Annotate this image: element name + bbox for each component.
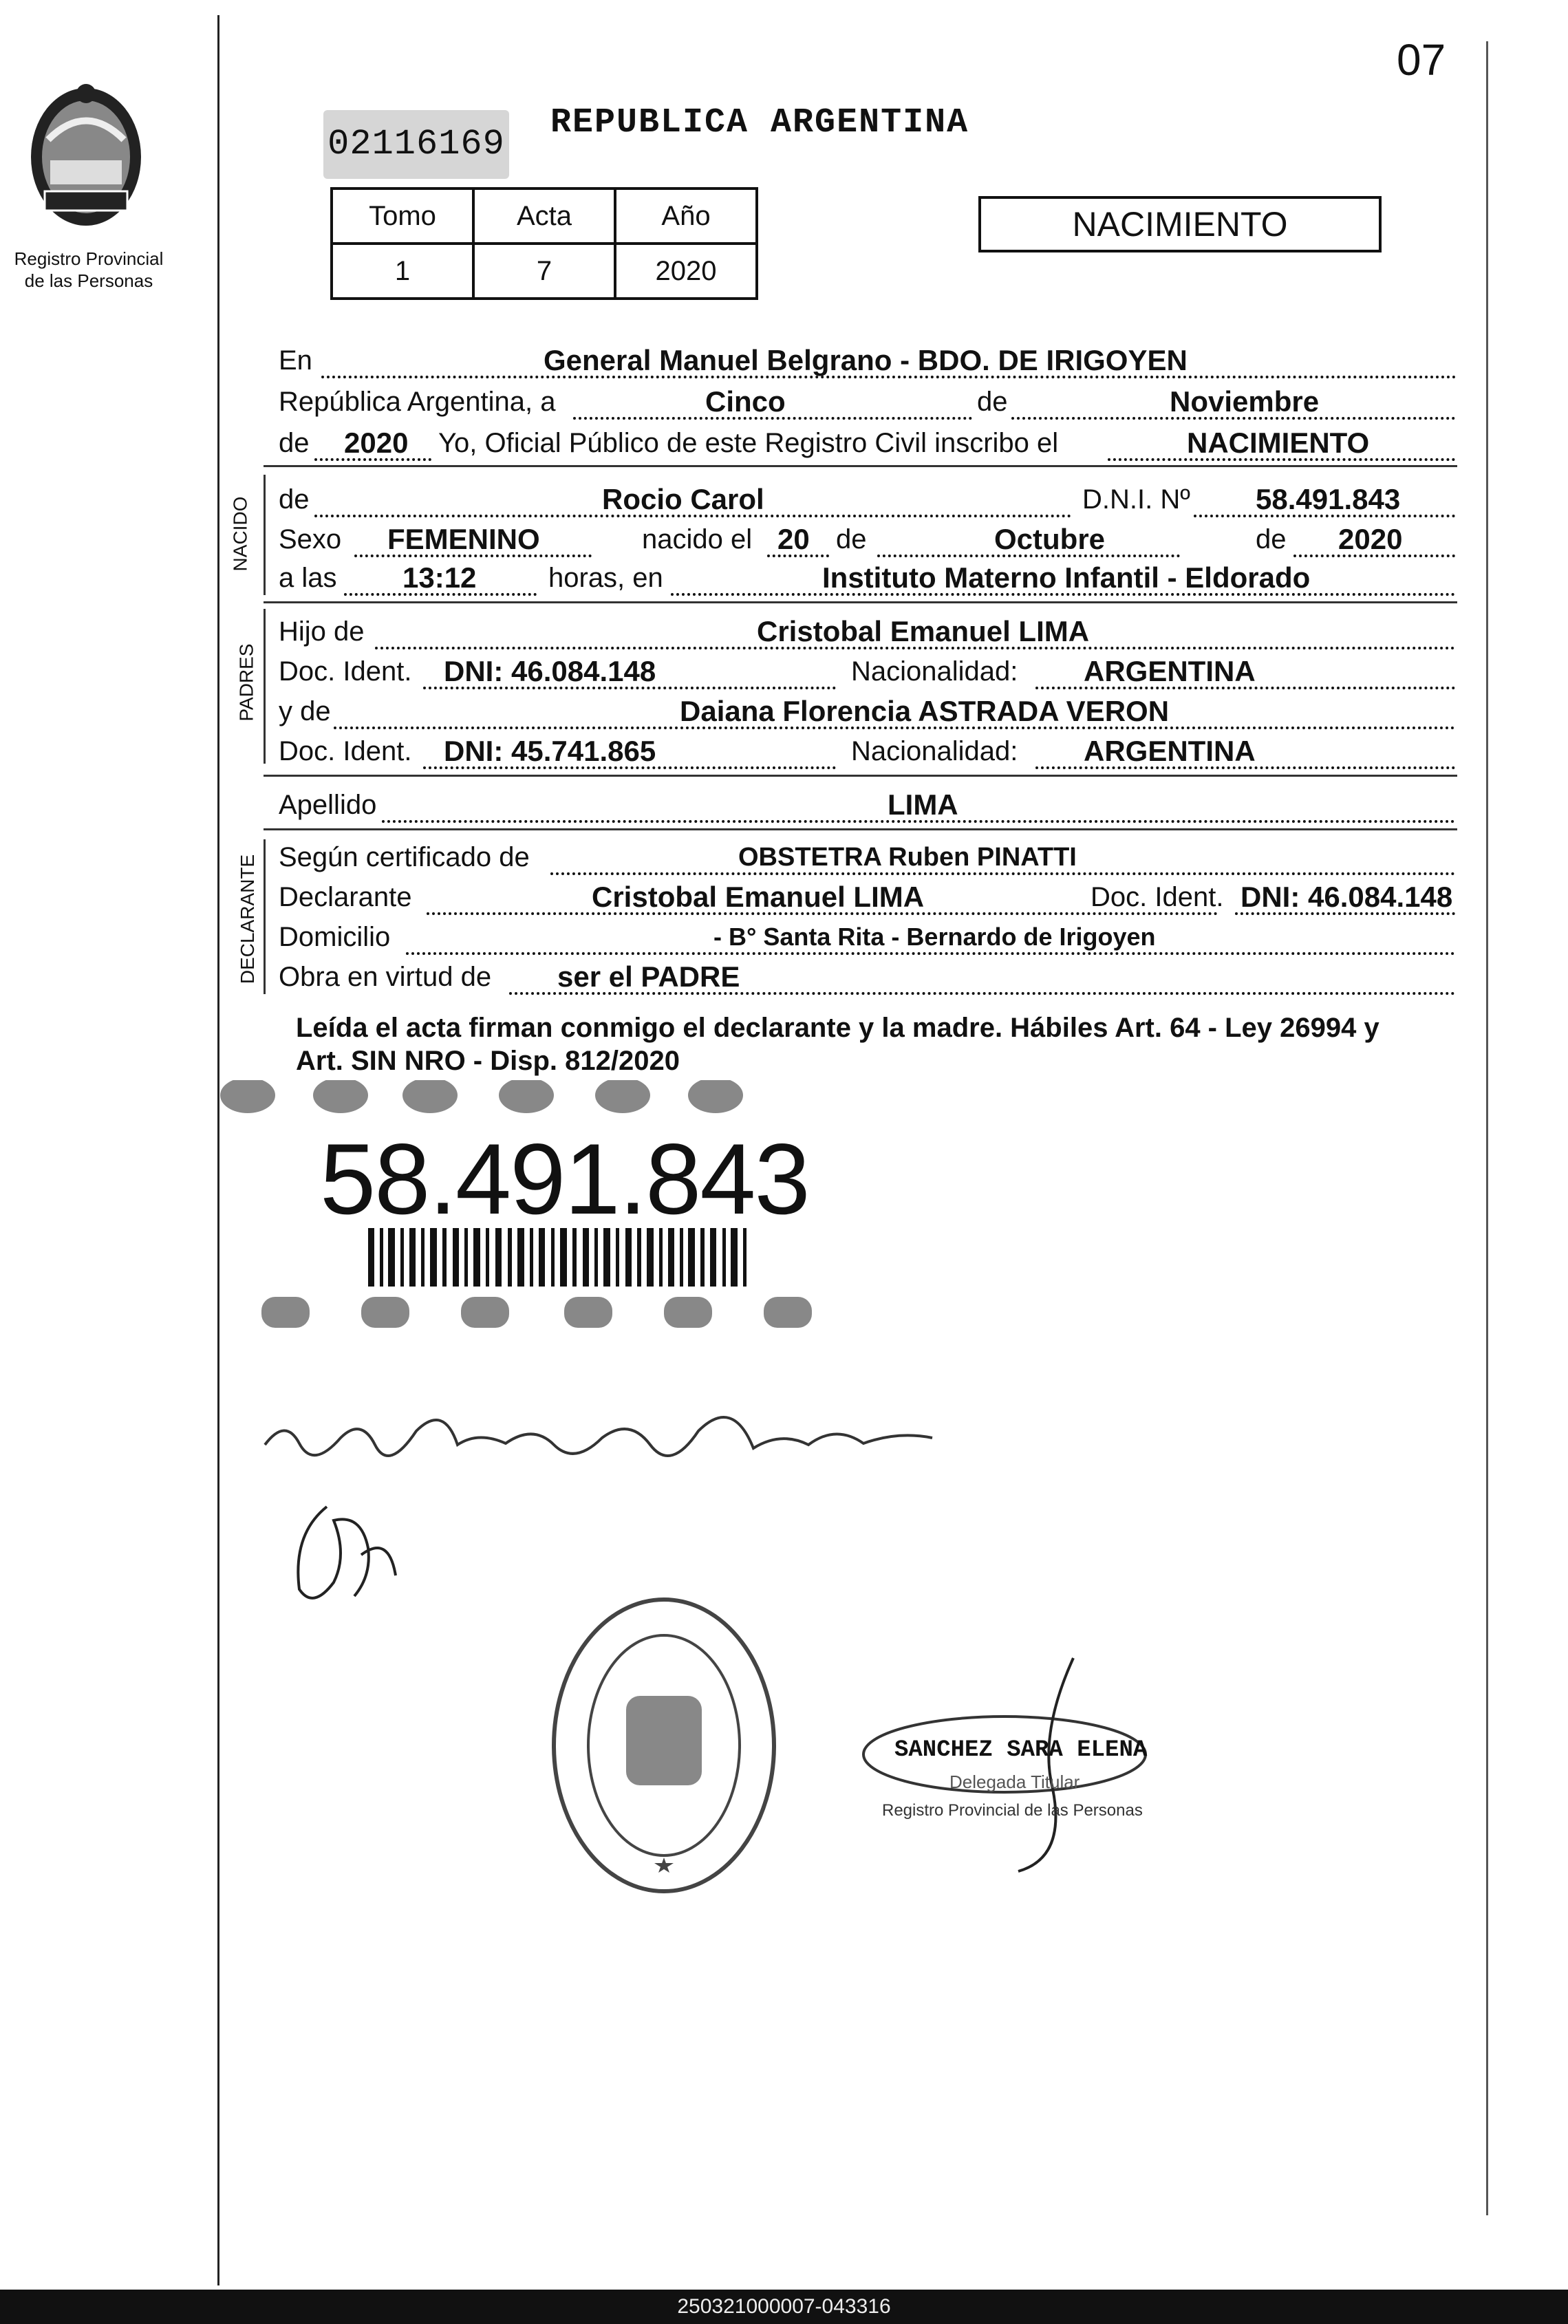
padre-nombre: Cristobal Emanuel LIMA (757, 615, 1090, 647)
padres-section-label: PADRES (235, 643, 257, 722)
alas-label: a las (279, 563, 337, 593)
line-hora (279, 559, 1455, 597)
apellido-label: Apellido (279, 790, 377, 820)
en-label: En (279, 345, 312, 376)
line-certificado (279, 838, 1455, 876)
line-madre-doc (279, 732, 1455, 771)
acta-label: Acta (473, 189, 615, 244)
line-acto (279, 424, 1455, 462)
seal-role: Delegada Titular (949, 1772, 1080, 1792)
document-title: REPUBLICA ARGENTINA (550, 103, 969, 142)
right-margin-line (1486, 41, 1488, 2215)
declarante-nombre: Cristobal Emanuel LIMA (592, 881, 925, 913)
dni-value: 58.491.843 (1256, 483, 1401, 515)
line-lugar (279, 341, 1455, 380)
official-seal (860, 1651, 1218, 1878)
declarante-label: Declarante (279, 882, 412, 912)
horas-label: horas, en (548, 563, 663, 593)
sexo-label: Sexo (279, 524, 342, 555)
line-sexo (279, 520, 1455, 559)
obra-value: ser el PADRE (557, 960, 740, 993)
record-type-box: NACIMIENTO (978, 196, 1382, 252)
dia-value: Cinco (705, 385, 786, 418)
tomo-acta-anio-table (330, 187, 758, 300)
madre-nombre: Daiana Florencia ASTRADA VERON (680, 695, 1170, 727)
oficial-text: Yo, Oficial Público de este Registro Civil inscribo el (438, 428, 1059, 458)
hijo-de-label: Hijo de (279, 616, 365, 647)
padre-nac-value: ARGENTINA (1084, 655, 1256, 687)
line-fecha (279, 383, 1455, 421)
delegation-stamp (547, 1593, 781, 1899)
doc-ident-label: Doc. Ident. (279, 656, 412, 687)
domicilio-label: Domicilio (279, 922, 391, 952)
declarante-bracket (264, 839, 266, 994)
nacido-de-label: de (279, 484, 310, 515)
nacido-section-label: NACIDO (229, 496, 251, 572)
separator (264, 828, 1457, 830)
nacionalidad-label: Nacionalidad: (851, 656, 1018, 687)
seal-name: SANCHEZ SARA ELENA (894, 1737, 1148, 1763)
republica-label: República Argentina, a (279, 387, 556, 417)
doc-ident-label-3: Doc. Ident. (1091, 882, 1224, 912)
madre-doc-value: DNI: 45.741.865 (444, 735, 656, 767)
tomo-value: 1 (332, 244, 473, 299)
line-madre (279, 692, 1455, 731)
declarante-section-label: DECLARANTE (237, 854, 259, 985)
lugar-value: General Manuel Belgrano - BDO. DE IRIGOYEN (544, 344, 1188, 376)
de-label-2: de (836, 524, 867, 555)
handwritten-signature (258, 1390, 987, 1465)
padre-doc-value: DNI: 46.084.148 (444, 655, 656, 687)
doc-ident-label-2: Doc. Ident. (279, 736, 412, 766)
nacido-el-label: nacido el (642, 524, 753, 555)
registry-line-2: de las Personas (24, 270, 153, 291)
de-label: de (977, 387, 1008, 417)
nombre-value: Rocio Carol (602, 483, 764, 515)
lugar-nac-value: Instituto Materno Infantil - Eldorado (822, 561, 1311, 594)
line-padre (279, 612, 1455, 651)
dni-label: D.N.I. Nº (1082, 484, 1190, 515)
registry-caption (0, 248, 178, 292)
separator (264, 775, 1457, 777)
line-obra (279, 958, 1455, 996)
nacido-bracket (264, 475, 266, 595)
line-padre-doc (279, 652, 1455, 691)
anio-value: 2020 (615, 244, 757, 299)
line-nombre (279, 480, 1455, 519)
line-domicilio (279, 918, 1455, 956)
y-de-label: y de (279, 696, 331, 727)
madre-nac-value: ARGENTINA (1084, 735, 1256, 767)
certificado-value: OBSTETRA Ruben PINATTI (738, 843, 1077, 872)
dia-nac-value: 20 (777, 523, 810, 555)
apellido-value: LIMA (888, 788, 958, 821)
left-margin-line (217, 15, 219, 2285)
declarante-doc: DNI: 46.084.148 (1241, 881, 1453, 913)
domicilio-value: - B° Santa Rita - Bernardo de Irigoyen (713, 923, 1156, 951)
footer-barcode-number: 250321000007-043316 (0, 2290, 1568, 2324)
anio-intro-value: 2020 (344, 427, 409, 459)
anio-nac-value: 2020 (1338, 523, 1403, 555)
sexo-value: FEMENINO (387, 523, 540, 555)
separator (264, 601, 1457, 603)
line-apellido (279, 786, 1455, 824)
sticker-dni-number: 58.491.843 (320, 1123, 809, 1235)
mes-nac-value: Octubre (994, 523, 1106, 555)
acto-value: NACIMIENTO (1187, 427, 1370, 459)
line-declarante (279, 878, 1455, 916)
mes-value: Noviembre (1170, 385, 1320, 418)
padres-bracket (264, 609, 266, 764)
segun-label: Según certificado de (279, 842, 530, 872)
legal-note: Leída el acta firman conmigo el declarante y la madre. Hábiles Art. 64 - Ley 26994 y Art. SIN NRO - Disp. 812/2020 (296, 1013, 1379, 1076)
tomo-label: Tomo (332, 189, 473, 244)
anio-label: Año (615, 189, 757, 244)
serial-number: 02116169 (323, 110, 509, 179)
seal-org: Registro Provincial de las Personas (882, 1801, 1143, 1820)
province-seal-icon (17, 74, 155, 233)
de-label-3: de (1256, 524, 1287, 555)
separator (264, 465, 1457, 467)
de2-label: de (279, 428, 310, 458)
acta-value: 7 (473, 244, 615, 299)
hora-value: 13:12 (402, 561, 477, 594)
obra-label: Obra en virtud de (279, 962, 492, 992)
initials-signature (286, 1493, 409, 1617)
page-number: 07 (1397, 35, 1446, 85)
registry-line-1: Registro Provincial (14, 248, 164, 269)
nacionalidad-label-2: Nacionalidad: (851, 736, 1018, 766)
